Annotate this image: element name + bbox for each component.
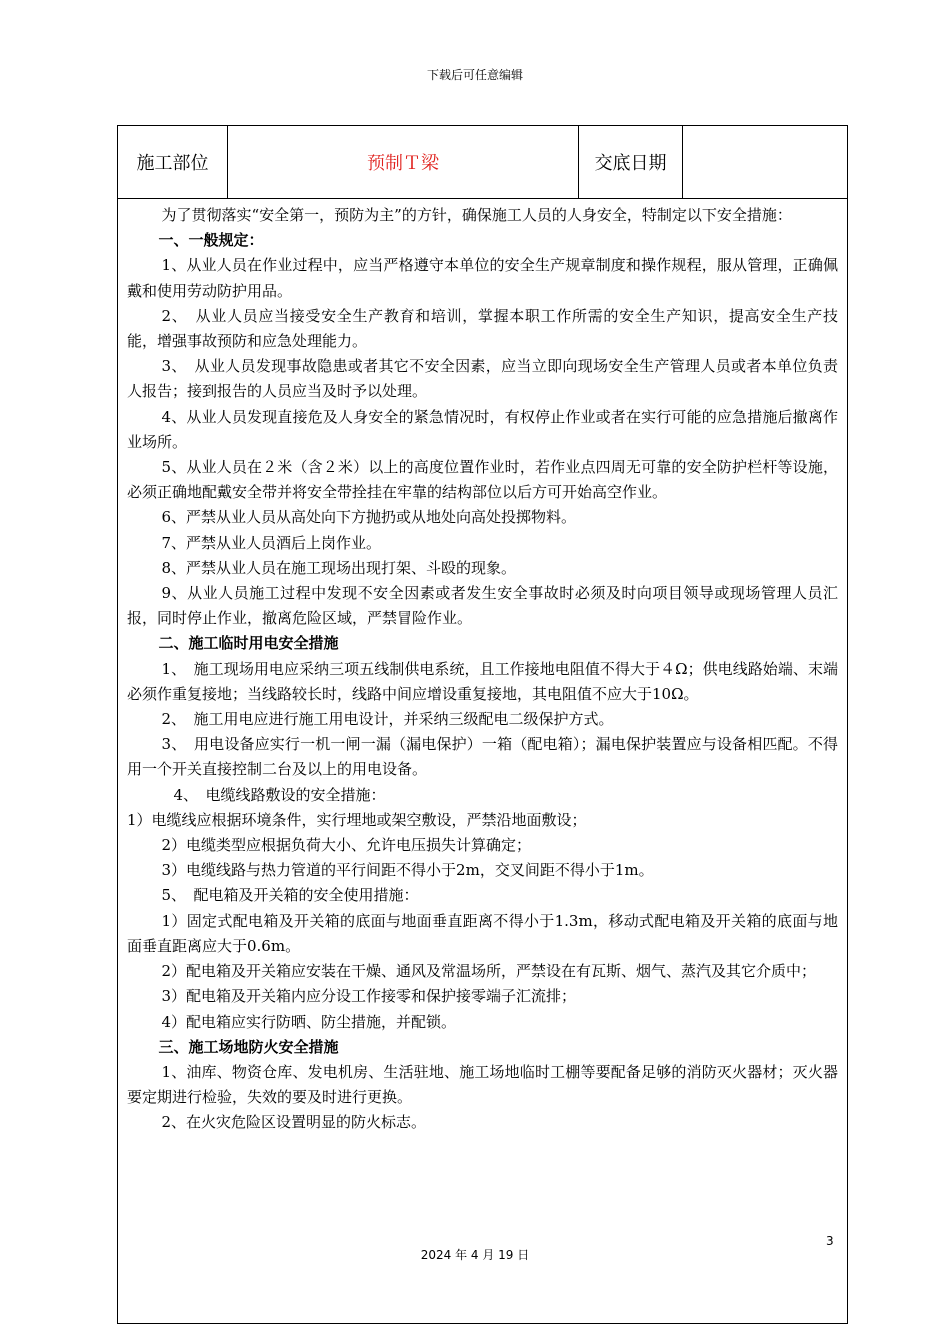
paragraph: 7、严禁从业人员酒后上岗作业。 [161, 533, 382, 552]
paragraph: 5、从业人员在２米（含２米）以上的高度位置作业时，若作业点四周无可靠的安全防护栏杆等设施，必须正确地配戴安全带并将安全带拴挂在牢靠的结构部位以后方可开始高空作业。 [127, 458, 838, 502]
paragraph: 1）固定式配电箱及开关箱的底面与地面垂直距离不得小于1.3m，移动式配电箱及开关箱的底面与地面垂直距离应大于0.6m。 [127, 911, 838, 955]
paragraph: 2、在火灾危险区设置明显的防火标志。 [161, 1113, 427, 1132]
paragraph: 3）电缆线路与热力管道的平行间距不得小于2m，交叉间距不得小于1m。 [161, 861, 654, 880]
briefing-content-cell [118, 199, 848, 1324]
heading-general-rules: 一、一般规定： [158, 231, 264, 250]
paragraph: 1、 施工现场用电应采纳三项五线制供电系统，且工作接地电阻值不得大于４Ω；供电线路始端、末端必须作重复接地；当线路较长时，线路中间应增设重复接地，其电阻值不应大于10Ω。 [127, 659, 838, 703]
paragraph: 5、 配电箱及开关箱的安全使用措施： [161, 886, 419, 905]
safety-briefing-form [117, 125, 848, 1324]
paragraph: 2、 施工用电应进行施工用电设计，并采纳三级配电二级保护方式。 [161, 710, 614, 729]
heading-fire-safety: 三、施工场地防火安全措施 [158, 1037, 339, 1056]
section-value: 预制Ｔ梁 [228, 126, 579, 199]
paragraph: 8、严禁从业人员在施工现场出现打架、斗殴的现象。 [161, 558, 517, 577]
paragraph: 4、 电缆线路敷设的安全措施： [173, 785, 386, 804]
paragraph: 4、从业人员发现直接危及人身安全的紧急情况时，有权停止作业或者在实行可能的应急措施后撤离作业场所。 [127, 407, 838, 451]
section-label: 施工部位 [118, 126, 228, 199]
page-header-note: 下载后可任意编辑 [426, 68, 523, 82]
form-header-row [118, 126, 848, 199]
paragraph: 2、 从业人员应当接受安全生产教育和培训，掌握本职工作所需的安全生产知识，提高安全生产技能，增强事故预防和应急处理能力。 [127, 306, 838, 351]
paragraph: 1、油库、物资仓库、发电机房、生活驻地、施工场地临时工棚等要配备足够的消防灭火器材；灭火器要定期进行检验，失效的要及时进行更换。 [127, 1062, 838, 1107]
paragraph: 9、从业人员施工过程中发现不安全因素或者发生安全事故时必须及时向项目领导或现场管理人员汇报，同时停止作业，撤离危险区域，严禁冒险作业。 [127, 584, 838, 628]
paragraph: 3、 从业人员发现事故隐患或者其它不安全因素，应当立即向现场安全生产管理人员或者本单位负责人报告；接到报告的人员应当及时予以处理。 [127, 357, 838, 401]
paragraph: 3）配电箱及开关箱内应分设工作接零和保护接零端子汇流排； [161, 987, 577, 1006]
page-date: 2024 年 4 月 19 日 [420, 1248, 530, 1262]
paragraph: 2）电缆类型应根据负荷大小、允许电压损失计算确定； [161, 836, 532, 855]
paragraph: 4）配电箱应实行防晒、防尘措施，并配锁。 [161, 1012, 457, 1031]
paragraph: 1）电缆线应根据环境条件，实行埋地或架空敷设，严禁沿地面敷设； [127, 810, 587, 829]
paragraph: 1、从业人员在作业过程中，应当严格遵守本单位的安全生产规章制度和操作规程，服从管理，正确佩戴和使用劳动防护用品。 [127, 256, 838, 300]
intro-paragraph: 为了贯彻落实“安全第一，预防为主”的方针，确保施工人员的人身安全，特制定以下安全措施： [161, 206, 792, 224]
paragraph: 3、 用电设备应实行一机一闸一漏（漏电保护）一箱（配电箱）；漏电保护装置应与设备相匹配。不得用一个开关直接控制二台及以上的用电设备。 [127, 735, 838, 779]
page-number: 3 [826, 1234, 834, 1248]
paragraph: 2）配电箱及开关箱应安装在干燥、通风及常温场所，严禁设在有瓦斯、烟气、蒸汽及其它介质中； [161, 962, 817, 981]
paragraph: 6、严禁从业人员从高处向下方抛扔或从地处向高处投掷物料。 [161, 508, 577, 527]
date-value [683, 126, 848, 199]
date-label: 交底日期 [579, 126, 683, 199]
heading-temporary-power: 二、施工临时用电安全措施 [158, 634, 339, 653]
briefing-content [118, 199, 847, 1136]
